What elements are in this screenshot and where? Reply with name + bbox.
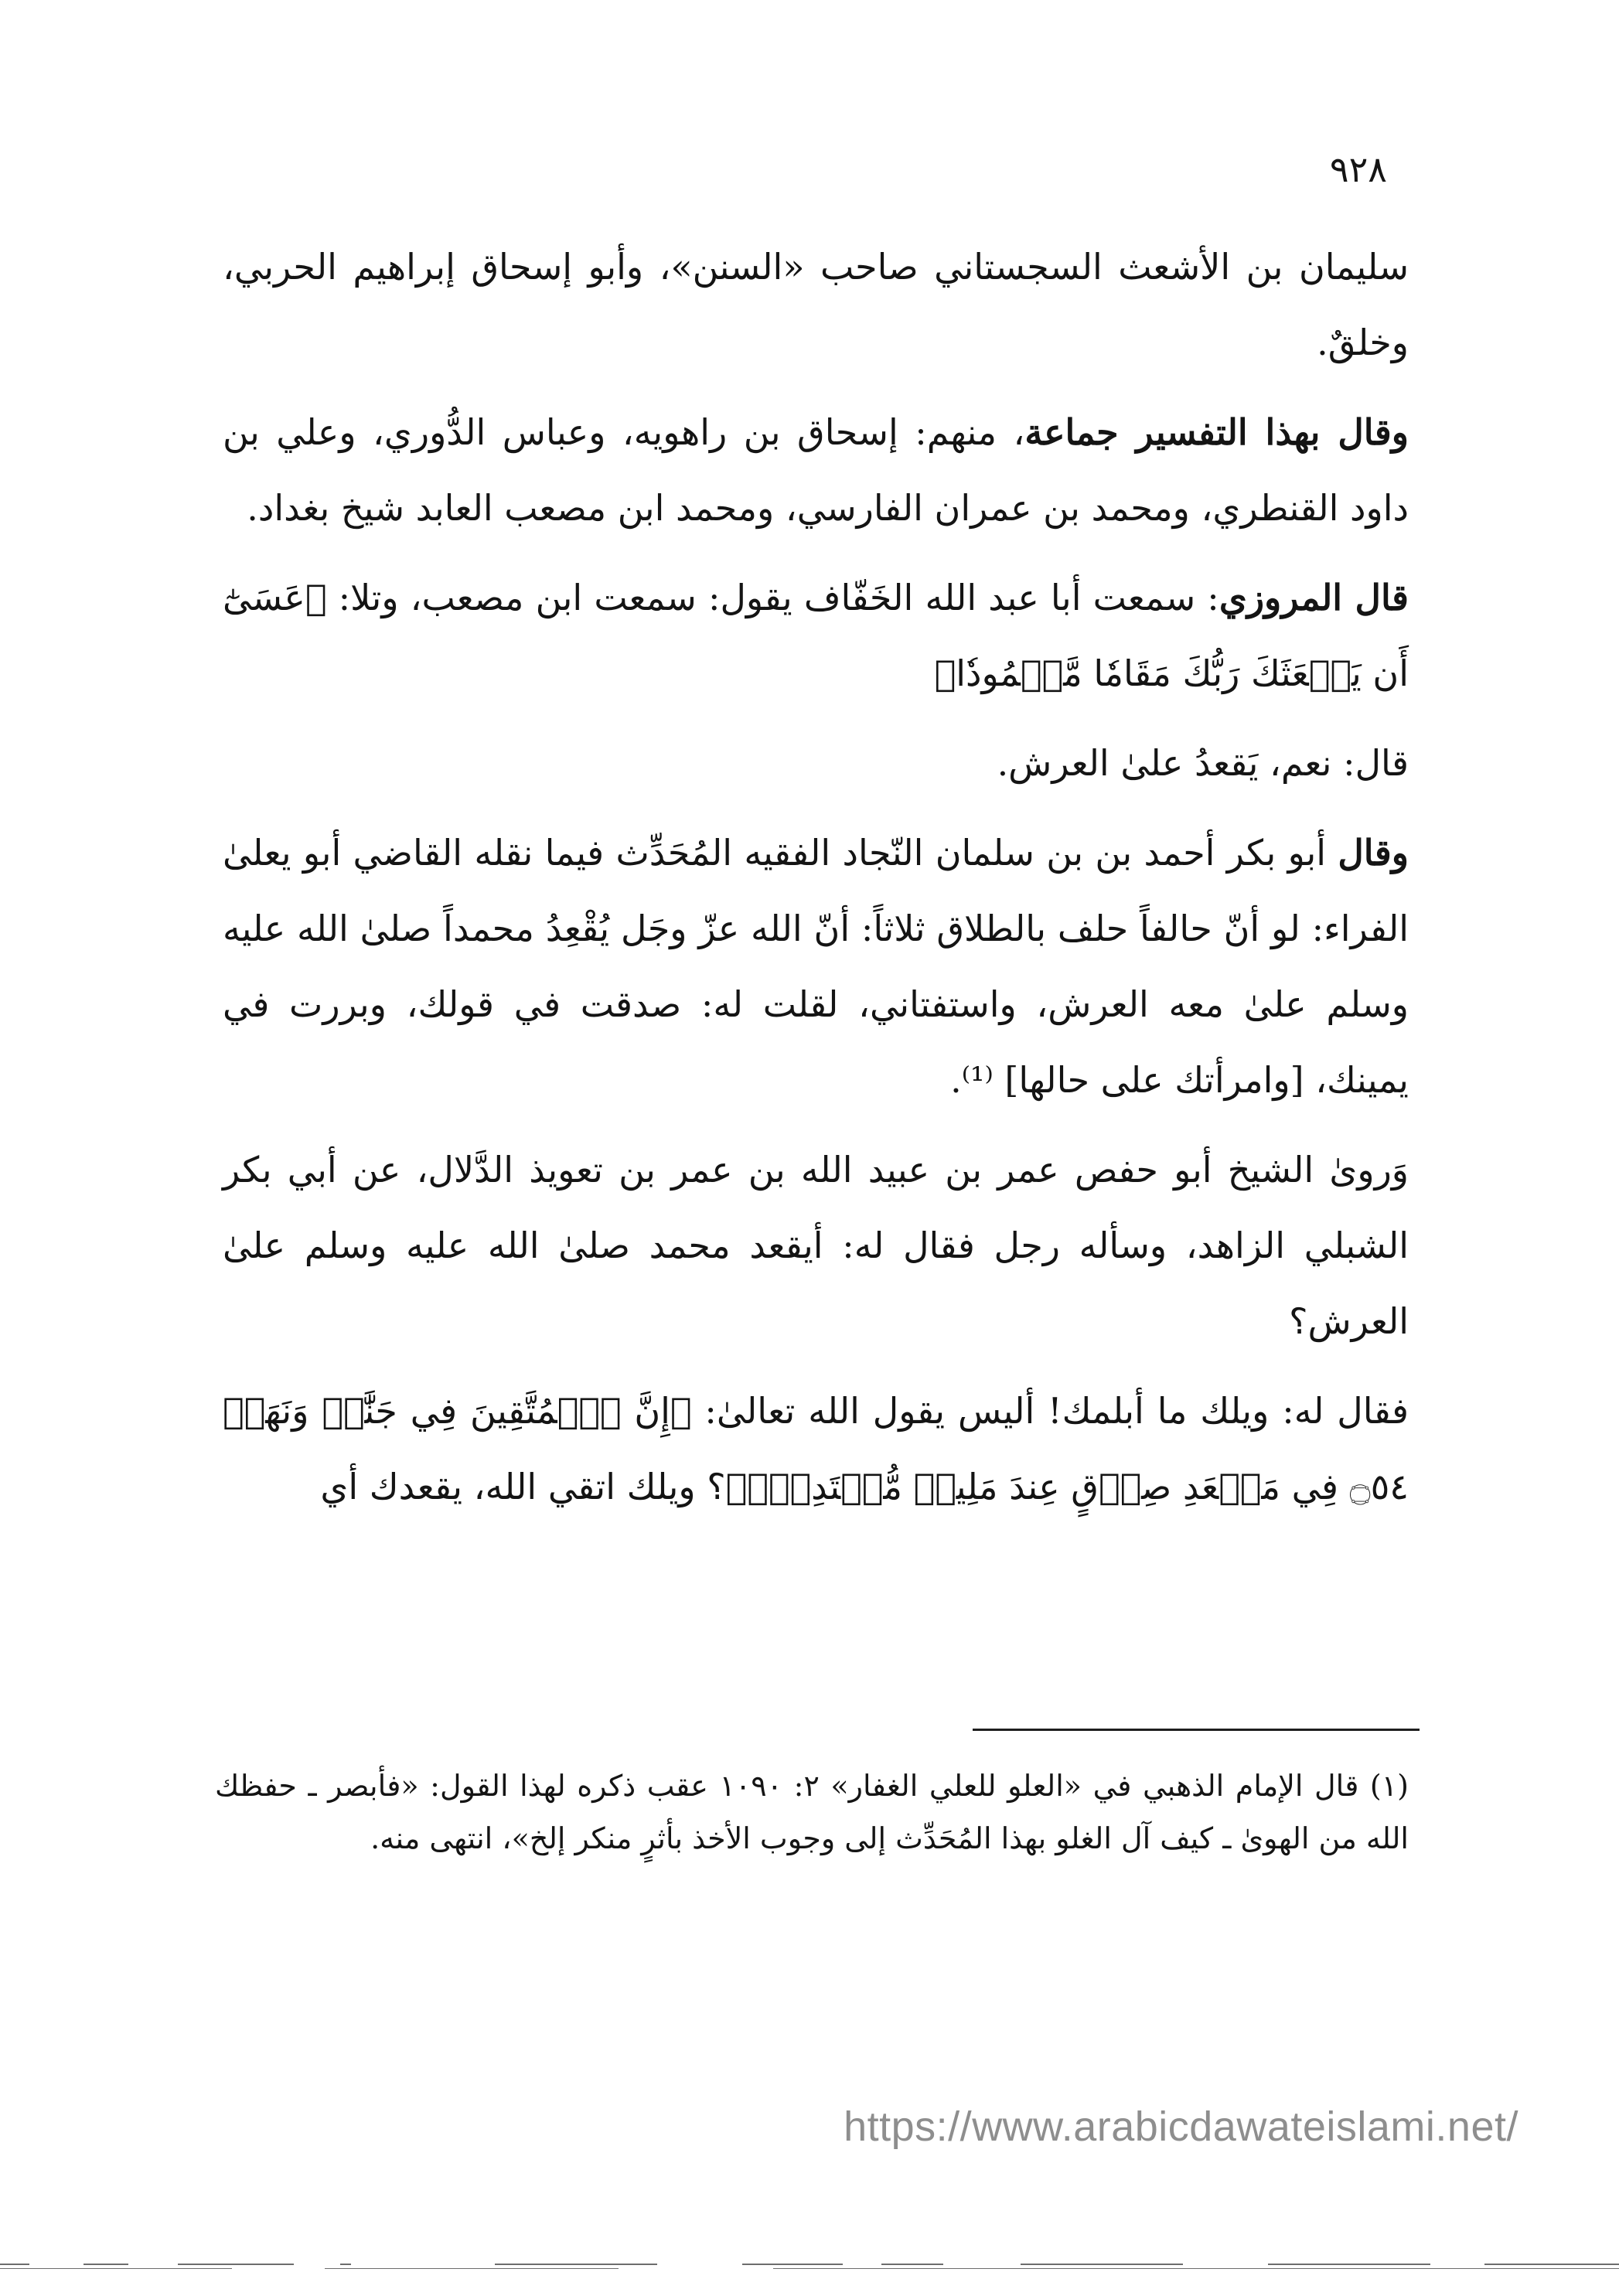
edge-mark	[1268, 2264, 1430, 2265]
footnote: (١) قال الإمام الذهبي في «العلو للعلي الغفار» ٢: ١٠٩٠ عقب ذكره لهذا القول: «فأبصر ـ حفظك الله من الهوىٰ ـ كيف آل الغلو بهذا المُحَدِّث إلى وجوب الأخذ بأثرٍ منكر إلخ»، انتهى منه.	[215, 1769, 1409, 1855]
main-text	[223, 229, 1409, 1538]
paragraph-text: ، منهم: إسحاق بن راهويه، وعباس الدُّوري، وعلي بن داود القنطري، ومحمد بن عمران الفارسي، ومحمد ابن مصعب العابد شيخ بغداد.	[223, 411, 1409, 529]
edge-mark	[84, 2264, 128, 2265]
paragraph-text: قال: نعم، يَقعدُ علىٰ العرش.	[997, 742, 1409, 784]
edge-mark	[178, 2264, 294, 2265]
paragraph-text: سليمان بن الأشعث السجستاني صاحب «السنن»، وأبو إسحاق إبراهيم الحربي، وخلقٌ.	[223, 246, 1409, 363]
watermark-url: https://www.arabicdawateislami.net/	[844, 2104, 1518, 2150]
paragraph	[223, 725, 1409, 801]
paragraph	[223, 394, 1409, 546]
paragraph	[223, 560, 1409, 711]
scan-edge-marks	[0, 2264, 1619, 2271]
page-number: ٩٢٨	[1329, 148, 1387, 190]
paragraph-lead: وقال بهذا التفسير جماعة	[1024, 411, 1409, 453]
footnote-separator	[973, 1729, 1420, 1731]
paragraph	[223, 229, 1409, 380]
edge-mark	[495, 2264, 657, 2265]
paragraph-lead: وقال	[1338, 832, 1409, 874]
paragraph-text: فقال له: ويلك ما أبلمك! أليس يقول الله تعالىٰ: ﴿إِنَّ ٱلۡمُتَّقِينَ فِي جَنَّٰتٖ وَنَهَرٖ ۝٥٤ فِي مَقۡعَدِ صِدۡقٍ عِندَ مَلِيكٖ مُّقۡتَدِرِۭ﴾؟ ويلك اتقي الله، يقعدك أي	[223, 1390, 1409, 1507]
paragraph	[223, 1373, 1409, 1524]
edge-mark	[325, 2268, 619, 2269]
paragraph-text: وَروىٰ الشيخ أبو حفص عمر بن عبيد الله بن عمر بن تعويذ الدَّلال، عن أبي بكر الشبلي الزاهد، وسأله رجل فقال له: أيقعد محمد صلىٰ الله عليه وسلم علىٰ العرش؟	[223, 1149, 1409, 1342]
paragraph-text: أبو بكر أحمد بن بن سلمان النّجاد الفقيه المُحَدِّث فيما نقله القاضي أبو يعلىٰ الفراء: لو أنّ حالفاً حلف بالطلاق ثلاثاً: أنّ الله عزّ وجَل يُقْعِدُ محمداً صلىٰ الله عليه وسلم علىٰ معه العرش، واستفتاني، لقلت له: صدقت في قولك، وبررت في يمينك، [وامرأتك على حالها] ⁽¹⁾.	[223, 832, 1409, 1101]
edge-mark	[0, 2264, 29, 2265]
paragraph	[223, 815, 1409, 1118]
paragraph-lead: قال المروزي	[1219, 577, 1409, 618]
edge-mark	[1484, 2264, 1619, 2265]
edge-mark	[340, 2264, 351, 2265]
edge-mark	[0, 2268, 232, 2269]
edge-mark	[1021, 2264, 1183, 2265]
edge-mark	[773, 2268, 1619, 2269]
edge-mark	[742, 2264, 843, 2265]
paragraph	[223, 1132, 1409, 1359]
paragraph-text: : سمعت أبا عبد الله الخَفّاف يقول: سمعت ابن مصعب، وتلا: ﴿عَسَىٰٓ أَن يَبۡعَثَكَ رَبُّكَ مَقَامٗا مَّحۡمُودٗا﴾	[223, 577, 1409, 694]
edge-mark	[881, 2264, 943, 2265]
